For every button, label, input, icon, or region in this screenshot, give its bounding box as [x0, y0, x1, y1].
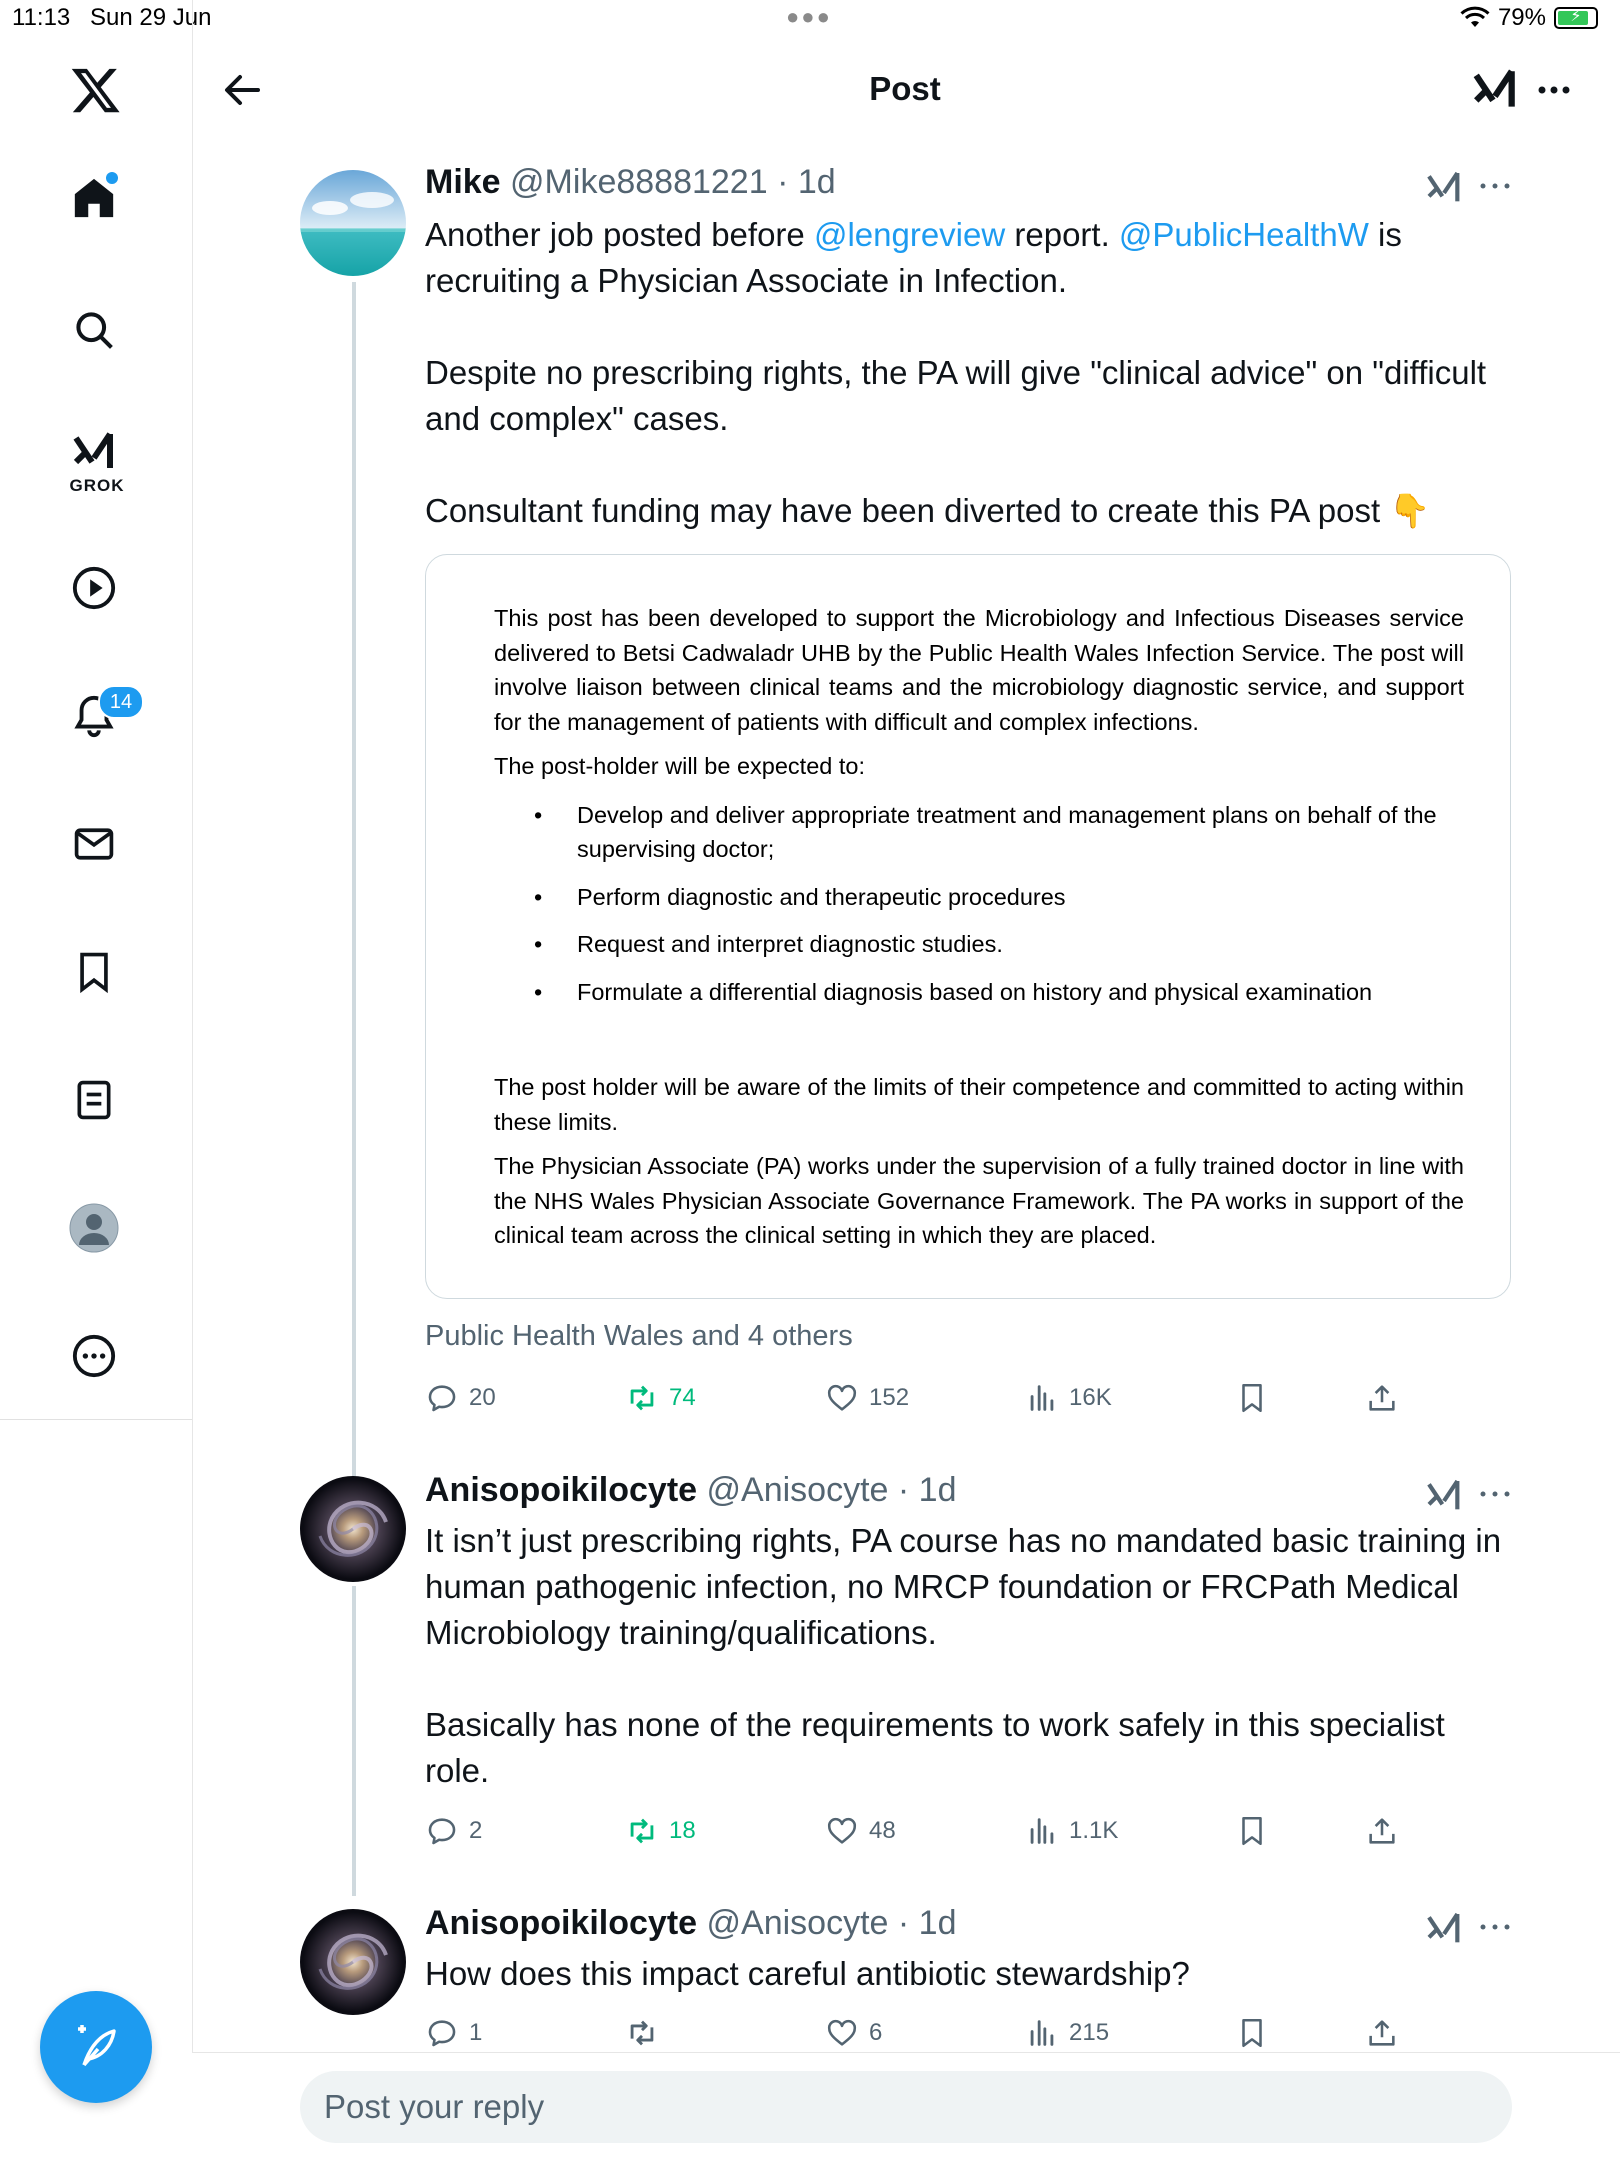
reply-bar-divider — [192, 2052, 1620, 2053]
like-button[interactable] — [825, 1809, 896, 1853]
repost-icon — [625, 2016, 659, 2050]
wifi-icon — [1460, 6, 1490, 30]
bookmark-icon — [1235, 1381, 1269, 1415]
reply-count: 20 — [469, 1384, 496, 1411]
share-icon — [1365, 1381, 1399, 1415]
reply-count: 2 — [469, 1817, 483, 1844]
repost-count: 18 — [669, 1817, 696, 1844]
grok-icon[interactable] — [1424, 168, 1464, 208]
repost-icon — [625, 1814, 659, 1848]
like-count: 6 — [869, 2019, 883, 2046]
views-chart-icon — [1025, 2016, 1059, 2050]
sidebar-divider — [0, 1419, 192, 1420]
grok-label: GROK — [69, 476, 125, 495]
tweet-more-icon[interactable] — [1478, 1917, 1512, 1937]
tweet-paragraph: Despite no prescribing rights, the PA will give "clinical advice" on "difficult and complex" cases. — [425, 354, 1487, 437]
view-count: 215 — [1069, 2019, 1110, 2046]
page-title: Post — [869, 70, 941, 107]
messages-envelope-icon[interactable] — [66, 816, 122, 872]
share-icon — [1365, 2016, 1399, 2050]
tweet-text — [425, 1518, 1505, 1794]
like-button[interactable] — [825, 2011, 882, 2055]
tweet-time[interactable]: · 1d — [897, 1904, 957, 1942]
author-handle[interactable]: @Mike88881221 — [510, 163, 768, 201]
bookmark-icon — [1235, 1814, 1269, 1848]
doc-bullet-item: • Formulate a differential diagnosis based on history and physical examination — [534, 978, 1373, 1005]
tweet-header — [425, 163, 836, 202]
thread-line — [352, 282, 356, 1482]
tweet-paragraph: Basically has none of the requirements to work safely in this specialist role. — [425, 1706, 1445, 1789]
author-handle[interactable]: @Anisocyte — [706, 1471, 889, 1509]
tweet-text — [425, 1951, 1505, 1997]
repost-button[interactable] — [625, 2011, 659, 2055]
grok-icon[interactable] — [1470, 64, 1520, 116]
search-icon[interactable] — [66, 302, 122, 358]
compose-feather-icon — [68, 2019, 124, 2075]
author-avatar[interactable] — [300, 170, 406, 276]
sidebar — [0, 0, 193, 2160]
tweet-text-part: Another job posted before — [425, 216, 814, 253]
author-name[interactable]: Mike — [425, 163, 501, 201]
heart-icon — [825, 2016, 859, 2050]
doc-paragraph: This post has been developed to support the Microbiology and Infectious Diseases service delivered to Betsi Cadwaladr UHB by the Public Health Wales Infection Service. The post will involve liaison between clinical teams and the microbiology diagnostic service, and support for the management of patients with difficult and complex infections. — [494, 605, 1464, 735]
author-avatar[interactable] — [300, 1909, 406, 2015]
view-count: 16K — [1069, 1384, 1112, 1411]
grok-icon[interactable] — [66, 424, 122, 480]
status-time: 11:13 — [12, 4, 71, 31]
tweet-actions — [425, 2011, 1425, 2055]
tweet-more-icon[interactable] — [1478, 1484, 1512, 1504]
x-logo-icon[interactable] — [70, 64, 122, 116]
like-count: 48 — [869, 1817, 896, 1844]
reply-placeholder: Post your reply — [324, 2088, 545, 2125]
share-button[interactable] — [1365, 1376, 1399, 1420]
repost-count: 74 — [669, 1384, 696, 1411]
tweet-paragraph: Consultant funding may have been diverted to create this PA post 👇 — [425, 492, 1431, 529]
bookmark-icon — [1235, 2016, 1269, 2050]
tweet-text — [425, 212, 1505, 534]
tweet-time[interactable]: · 1d — [777, 163, 836, 201]
heart-icon — [825, 1381, 859, 1415]
tweet-text-part: report. — [1005, 216, 1119, 253]
bookmark-button[interactable] — [1235, 2011, 1269, 2055]
views-button[interactable] — [1025, 1809, 1118, 1853]
like-button[interactable] — [825, 1376, 909, 1420]
tagged-users-link[interactable]: Public Health Wales and 4 others — [425, 1320, 853, 1352]
video-play-icon[interactable] — [66, 560, 122, 616]
doc-bullet-list — [494, 798, 1464, 1010]
battery-icon: ⚡ — [1554, 7, 1598, 29]
mention-link[interactable]: @lengreview — [813, 216, 1006, 253]
tweet-paragraph: How does this impact careful antibiotic stewardship? — [425, 1955, 1190, 1992]
thread-line — [352, 1586, 356, 1896]
tweet-actions — [425, 1376, 1425, 1420]
author-avatar[interactable] — [300, 1476, 406, 1582]
reply-icon — [425, 2016, 459, 2050]
battery-percent: 79% — [1497, 4, 1546, 31]
grok-icon[interactable] — [1424, 1476, 1464, 1516]
doc-bullet-item: • Develop and deliver appropriate treatment and management plans on behalf of the supervising doctor; — [534, 801, 1437, 862]
share-button[interactable] — [1365, 1809, 1399, 1853]
tweet-paragraph: It isn’t just prescribing rights, PA course has no mandated basic training in human pathogenic infection, no MRCP foundation or FRCPath Medical Microbiology training/qualifications. — [425, 1522, 1502, 1651]
doc-paragraph: The post holder will be aware of the limits of their competence and committed to acting within these limits. — [494, 1074, 1464, 1135]
author-name[interactable]: Anisopoikilocyte — [425, 1471, 698, 1509]
like-count: 152 — [869, 1384, 910, 1411]
share-button[interactable] — [1365, 2011, 1399, 2055]
reply-icon — [425, 1814, 459, 1848]
author-name[interactable]: Anisopoikilocyte — [425, 1904, 698, 1942]
home-unread-dot — [106, 172, 118, 184]
heart-icon — [825, 1814, 859, 1848]
status-indicators — [1460, 4, 1598, 32]
bookmark-button[interactable] — [1235, 1809, 1269, 1853]
tweet-header — [425, 1904, 956, 1943]
notifications-badge: 14 — [98, 685, 144, 719]
views-button[interactable] — [1025, 1376, 1112, 1420]
tweet-more-icon[interactable] — [1478, 176, 1512, 196]
repost-button[interactable] — [625, 1809, 696, 1853]
reply-button[interactable] — [425, 2011, 482, 2055]
view-count: 1.1K — [1069, 1817, 1119, 1844]
image-document-text — [494, 601, 1464, 1253]
grok-icon[interactable] — [1424, 1909, 1464, 1949]
tweet-time[interactable]: · 1d — [897, 1471, 957, 1509]
bookmarks-icon[interactable] — [66, 944, 122, 1000]
tweet-actions — [425, 1809, 1425, 1853]
doc-bullet-item: • Request and interpret diagnostic studies. — [534, 931, 1003, 957]
compose-post-button[interactable] — [40, 1991, 152, 2103]
doc-paragraph: The post-holder will be expected to: — [494, 753, 865, 779]
profile-avatar-icon[interactable] — [66, 1200, 122, 1256]
repost-button[interactable] — [625, 1376, 696, 1420]
back-arrow-icon[interactable] — [218, 66, 266, 114]
mention-link[interactable]: @PublicHealthW — [1118, 216, 1369, 253]
lists-icon[interactable] — [66, 1072, 122, 1128]
share-icon — [1365, 1814, 1399, 1848]
author-handle[interactable]: @Anisocyte — [706, 1904, 889, 1942]
reply-button[interactable] — [425, 1809, 482, 1853]
views-button[interactable] — [1025, 2011, 1109, 2055]
views-chart-icon — [1025, 1381, 1059, 1415]
doc-paragraph: The Physician Associate (PA) works under the supervision of a fully trained doctor in line with the NHS Wales Physician Associate Governance Framework. The PA works in support of the clinical team across the clinical setting in which they are placed. — [494, 1153, 1464, 1248]
header-more-icon[interactable] — [1534, 78, 1574, 102]
status-date: Sun 29 Jun — [90, 4, 212, 31]
reply-icon — [425, 1381, 459, 1415]
doc-bullet-item: • Perform diagnostic and therapeutic procedures — [534, 883, 1066, 910]
tweet-text-part: is recruiting a Physician Associate in Infection. — [425, 216, 1402, 299]
more-options-circle-icon[interactable] — [66, 1328, 122, 1384]
tweet-header — [425, 1471, 956, 1510]
reply-input[interactable] — [300, 2071, 1512, 2143]
repost-icon — [625, 1381, 659, 1415]
multitasking-dots-icon[interactable]: ●●● — [786, 4, 832, 29]
reply-count: 1 — [469, 2019, 483, 2046]
attached-image[interactable] — [425, 554, 1511, 1299]
bookmark-button[interactable] — [1235, 1376, 1269, 1420]
reply-button[interactable] — [425, 1376, 496, 1420]
views-chart-icon — [1025, 1814, 1059, 1848]
